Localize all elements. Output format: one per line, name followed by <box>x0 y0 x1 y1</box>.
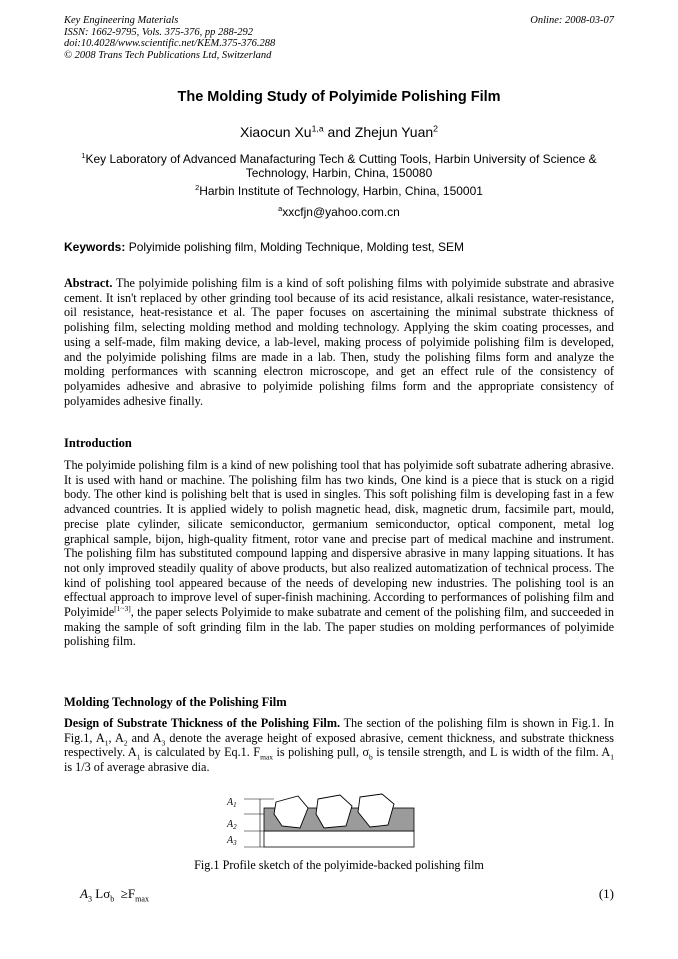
author-line <box>0 124 678 140</box>
molding-text: , A <box>108 730 124 745</box>
eq-sigma-sub: b <box>110 894 115 904</box>
author-2: Zhejun Yuan <box>354 124 434 140</box>
molding-text: is calculated by Eq.1. F <box>140 745 261 760</box>
molding-text: denote the average height of exposed abrasive, cement thickness, and substrate thickness respectively. A <box>64 730 614 760</box>
journal-doi: doi:10.4028/www.scientific.net/KEM.375-376.288 <box>64 38 276 49</box>
author-2-sup: 2 <box>433 123 438 134</box>
molding-text: is 1/3 of average abrasive dia. <box>64 760 210 775</box>
introduction-heading: Introduction <box>64 436 132 450</box>
affiliation-1 <box>64 152 614 180</box>
journal-issn: ISSN: 1662-9795, Vols. 375-376, pp 288-292 <box>64 26 253 38</box>
equation-1 <box>80 886 149 902</box>
email-sup: a <box>278 204 283 213</box>
affiliation-1-text: Key Laboratory of Advanced Manafacturing Tech & Cutting Tools, Harbin University of Science & Technology, Harbin, China, 150080 <box>85 152 597 180</box>
molding-sub: 1 <box>104 738 109 748</box>
molding-subheading: Design of Substrate Thickness of the Polishing Film. <box>64 716 341 730</box>
eq-f-sub: max <box>135 894 149 904</box>
affiliation-2-sup: 2 <box>195 183 200 192</box>
affiliation-1-sup: 1 <box>81 151 86 160</box>
molding-text: is polishing pull, σ <box>273 745 370 760</box>
eq-a: A <box>80 886 88 901</box>
equation-number: (1) <box>598 886 614 901</box>
molding-sub: 1 <box>610 752 615 762</box>
molding-body <box>64 716 614 775</box>
author-1: Xiaocun Xu <box>239 124 312 140</box>
author-email <box>64 205 614 219</box>
introduction-text-2: , the paper selects Polyimide to make subatrate and cement of the polishing film, and succeeded in making the sample of soft grinding film in the lab. The paper studies on molding performances of polyimide polishing film. <box>64 605 614 649</box>
molding-sub: 2 <box>123 738 128 748</box>
label-a2: $A_2$ <box>227 819 237 831</box>
molding-text: and A <box>127 730 162 745</box>
affiliation-2-text: Harbin Institute of Technology, Harbin, China, 150001 <box>199 184 483 198</box>
keywords <box>64 240 624 254</box>
molding-text: is tensile strength, and L is width of the film. A <box>372 745 611 760</box>
abstract-label: Abstract. <box>64 276 113 290</box>
polishing-film-profile-figure <box>220 792 420 852</box>
abstract <box>64 276 614 408</box>
label-a3: $A_3$ <box>227 835 237 847</box>
journal-copyright: © 2008 Trans Tech Publications Ltd, Switzerland <box>64 49 272 61</box>
molding-sub: b <box>369 752 373 762</box>
keywords-label: Keywords: <box>64 240 126 254</box>
journal-header <box>64 15 275 61</box>
figure-caption: Fig.1 Profile sketch of the polyimide-backed polishing film <box>194 858 484 872</box>
keywords-text: Polyimide polishing film, Molding Technique, Molding test, SEM <box>125 240 464 254</box>
label-a1: $A_1$ <box>227 797 237 809</box>
molding-sub: 1 <box>136 752 141 762</box>
molding-sub: 3 <box>161 738 166 748</box>
eq-l: L <box>91 886 104 901</box>
citation: [1~3] <box>114 603 131 613</box>
online-date: Online: 2008-03-07 <box>530 15 614 26</box>
eq-sigma: σ <box>103 886 111 901</box>
abstract-text: The polyimide polishing film is a kind of soft polishing films with polyimide substrate and abrasive cement. It isn't replaced by other grinding tool because of its acid resistance, alkali resistance, water-resistance, oil resistance, heat-resistance et al. The paper focuses on ascertaining the minimal substrate thickness of polishing film, selecting molding method and molding technology. Applying the skim coating processes, and using a self-made, film making device, a lab-level, making process of polyimide polishing film is developed, and the polyimide polishing films are made in a lab. Then, study the polishing films form and analyze the molding performances with scanning electron microscope, and get an effect rule of the consistency of polyamides adhesive and abrasive to polyimide polishing films form and the appropriate consistency of polyamides adhesive finally. <box>64 276 614 408</box>
molding-sub: max <box>260 752 274 762</box>
introduction-body <box>64 458 614 649</box>
molding-heading: Molding Technology of the Polishing Film <box>64 695 287 709</box>
introduction-text-1: The polyimide polishing film is a kind of new polishing tool that has polyimide soft subatrate adhering abrasive. It is used with hand or machine. The polishing film has two kinds, One kind is a piece that is stuck on a rigid body. The other kind is polishing belt that is used in singles. This soft polishing film is developing fast in a few advanced countries. It is applied widely to polish magnetic head, disk, magnetic drum, facsimile part, mould, precise plate cylinder, silicate semiconductor, germanium semiconductor, optical component, metal log graphical sample, bijon, high-quality fitment, rotor vane and precise part of medical machine and instrument. The polishing film has substituted compound lapping and dispersive abrasive in many lapping situations. It has not only improved steadily quality of above products, but also realized automatization of technical process. The kind of polishing tool appeared because of the needs of developing new industries. The polishing tool is an effectual approach to improve level of super-finish machining. According to performances of polishing film and Polyimide <box>64 458 614 620</box>
eq-a-sub: 3 <box>87 894 92 904</box>
author-and: and <box>323 124 355 140</box>
author-1-sup: 1,a <box>311 123 324 134</box>
abrasive-grain <box>316 795 352 828</box>
affiliation-2 <box>64 184 614 198</box>
molding-text: The section of the polishing film is shown in Fig.1. In Fig.1, A <box>64 716 614 745</box>
email-text: xxcfjn@yahoo.com.cn <box>282 205 400 219</box>
paper-title: The Molding Study of Polyimide Polishing Film <box>177 89 501 105</box>
journal-name: Key Engineering Materials <box>64 15 179 26</box>
eq-geq: ≥F <box>114 886 136 901</box>
substrate-layer <box>264 831 414 847</box>
